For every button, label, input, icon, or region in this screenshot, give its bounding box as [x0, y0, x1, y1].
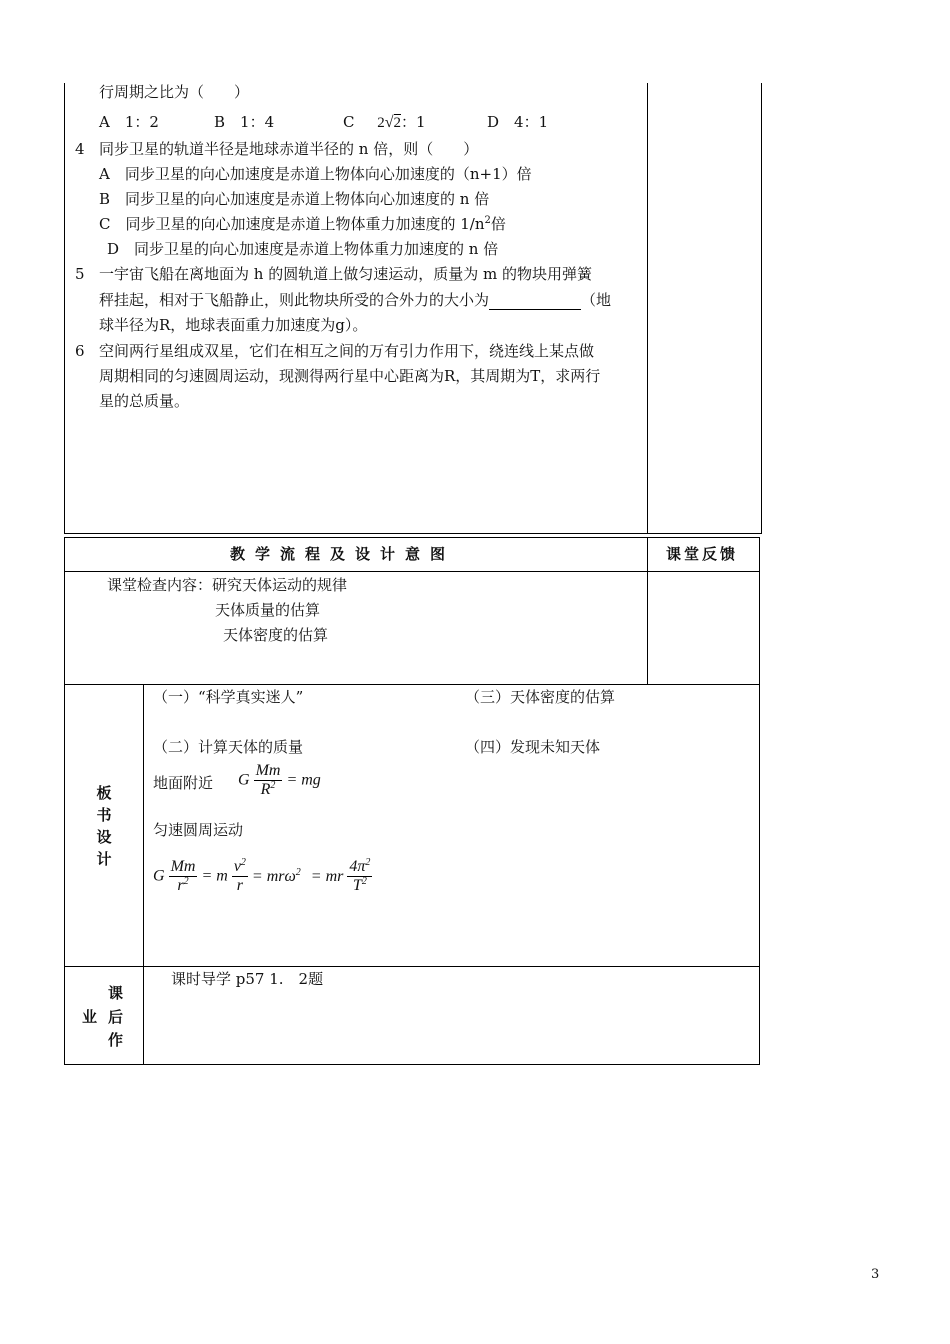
q4-option-c-end: 倍 — [490, 215, 506, 233]
q3-option-b: B 1：4 — [214, 113, 275, 131]
eq2-equals-mr-omega — [252, 868, 301, 885]
radical-coeff: 2 — [377, 115, 385, 131]
period-ratio-text: 行周期之比为（ ） — [99, 83, 250, 101]
check-line3: 天体密度的估算 — [223, 626, 329, 644]
q6-line1: 空间两行星组成双星，它们在相互之间的万有引力作用下，绕连线上某点做 — [99, 342, 595, 360]
q6-number: 6 — [75, 342, 85, 360]
eq1-denominator — [254, 781, 283, 799]
eq1-G: G — [238, 771, 250, 789]
q5-line2 — [99, 290, 611, 310]
q4-number: 4 — [75, 140, 85, 158]
uniform-circular-label: 匀速圆周运动 — [153, 821, 244, 839]
q3-option-c-suffix: ：1 — [401, 113, 426, 131]
q6-line2: 周期相同的匀速圆周运动，现测得两行星中心距离为R，其周期为T，求两行 — [99, 367, 601, 385]
eq2-f3-numerator — [347, 858, 372, 877]
eq2-fraction-1 — [169, 858, 198, 895]
eq2-f2-num-sup: 2 — [240, 857, 246, 868]
homework-label-char: 业 — [82, 1008, 98, 1026]
q4-option-c-sup: 2 — [484, 215, 491, 226]
top-bottom-border — [64, 533, 762, 534]
q4-option-b: B 同步卫星的向心加速度是赤道上物体向心加速度的 n 倍 — [99, 190, 490, 208]
header-col-divider — [647, 537, 648, 684]
board-label-char: 板 — [96, 784, 112, 802]
bottom-top-border — [64, 537, 760, 538]
feedback-title: 课堂反馈 — [666, 545, 739, 563]
eq2-equals-mr: = mr — [310, 867, 344, 885]
eq1-den-sup: 2 — [270, 780, 276, 791]
homework-label-char: 作 — [108, 1031, 124, 1049]
q3-option-d: D 4：1 — [487, 113, 549, 131]
gravity-equation — [238, 762, 321, 799]
eq2-fraction-2 — [232, 858, 248, 895]
eq2-f1-den-base: r — [177, 877, 184, 894]
eq1-rhs: = mg — [286, 771, 321, 789]
board-label-char: 设 — [96, 828, 112, 846]
eq2-mr-omega: = mrω — [251, 867, 296, 885]
board-label — [94, 782, 114, 870]
q4-option-d: D 同步卫星的向心加速度是赤道上物体重力加速度的 n 倍 — [107, 240, 499, 258]
top-left-border — [64, 83, 65, 533]
board-item-2: （二）计算天体的质量 — [153, 738, 304, 756]
q4-option-c-main: C 同步卫星的向心加速度是赤道上物体重力加速度的 1/n — [99, 215, 485, 233]
top-right-border — [761, 83, 762, 533]
q5-number: 5 — [75, 265, 85, 283]
q6-line3: 星的总质量。 — [99, 392, 190, 410]
q4-option-c — [99, 214, 506, 234]
eq2-f2-denominator: r — [236, 877, 243, 894]
q5-line1: 一宇宙飞船在离地面为 h 的圆轨道上做匀速运动，质量为 m 的物块用弹簧 — [99, 265, 592, 283]
q3-option-a: A 1：2 — [99, 113, 159, 131]
eq2-f1-denominator — [169, 877, 198, 895]
q5-line3: 球半径为R，地球表面重力加速度为g）。 — [99, 316, 368, 334]
bottom-bottom-border — [64, 1064, 760, 1065]
eq2-f2-numerator — [232, 858, 248, 877]
q4-option-a: A 同步卫星的向心加速度是赤道上物体向心加速度的（n+1）倍 — [99, 165, 532, 183]
eq1-fraction — [254, 762, 283, 799]
homework-label — [64, 966, 143, 1064]
eq2-f3-den-sup: 2 — [361, 876, 367, 887]
check-row-divider — [64, 684, 760, 685]
eq2-f3-num-sup: 2 — [365, 857, 371, 868]
eq2-f1-numerator: Mm — [170, 858, 196, 875]
eq1-numerator: Mm — [255, 762, 281, 779]
eq2-f3-num-base: 4π — [349, 858, 366, 875]
board-item-1: （一）“科学真实迷人” — [153, 688, 304, 706]
eq2-f2-num-base: v — [233, 858, 241, 875]
eq2-equals-m: = m — [201, 867, 228, 885]
q5-line2-end: （地 — [581, 291, 612, 309]
board-item-4: （四）发现未知天体 — [465, 738, 601, 756]
eq2-G: G — [153, 867, 165, 885]
eq2-f1-den-sup: 2 — [183, 876, 189, 887]
q3-option-c — [343, 112, 426, 133]
eq1-den-base: R — [260, 781, 271, 798]
homework-content: 课时导学 p57 1. 2题 — [171, 970, 324, 988]
eq2-f3-denominator — [347, 877, 372, 895]
q5-line2-text: 秤挂起，相对于飞船静止，则此物块所受的合外力的大小为 — [99, 291, 490, 309]
check-line1: 课堂检查内容：研究天体运动的规律 — [107, 576, 348, 594]
q3-option-c-letter: C — [343, 113, 355, 131]
sqrt-icon: √ — [384, 114, 394, 131]
top-mid-border — [647, 83, 648, 533]
page-number: 3 — [871, 1267, 880, 1282]
q3-option-c-radical — [377, 115, 401, 131]
board-row-divider — [64, 966, 760, 967]
circular-motion-equation — [153, 858, 372, 895]
near-ground-label: 地面附近 — [153, 774, 214, 792]
q4-stem: 同步卫星的轨道半径是地球赤道半径的 n 倍，则（ ） — [99, 140, 479, 158]
check-line2: 天体质量的估算 — [215, 601, 321, 619]
homework-label-char: 课 — [108, 984, 124, 1002]
q5-answer-blank — [489, 294, 581, 310]
eq2-f3-den-base: T — [352, 877, 362, 894]
header-row-divider — [64, 571, 760, 572]
label-col-divider — [143, 684, 144, 1065]
bottom-right-border — [759, 537, 760, 1065]
eq2-omega-sup: 2 — [295, 866, 301, 878]
board-label-char: 书 — [96, 806, 112, 824]
board-item-3: （三）天体密度的估算 — [465, 688, 616, 706]
eq2-fraction-3 — [347, 858, 372, 895]
homework-label-char: 后 — [108, 1008, 124, 1026]
flow-title: 教学流程及设计意图 — [230, 545, 456, 563]
radical-value: 2 — [393, 115, 402, 131]
board-label-char: 计 — [96, 850, 112, 868]
